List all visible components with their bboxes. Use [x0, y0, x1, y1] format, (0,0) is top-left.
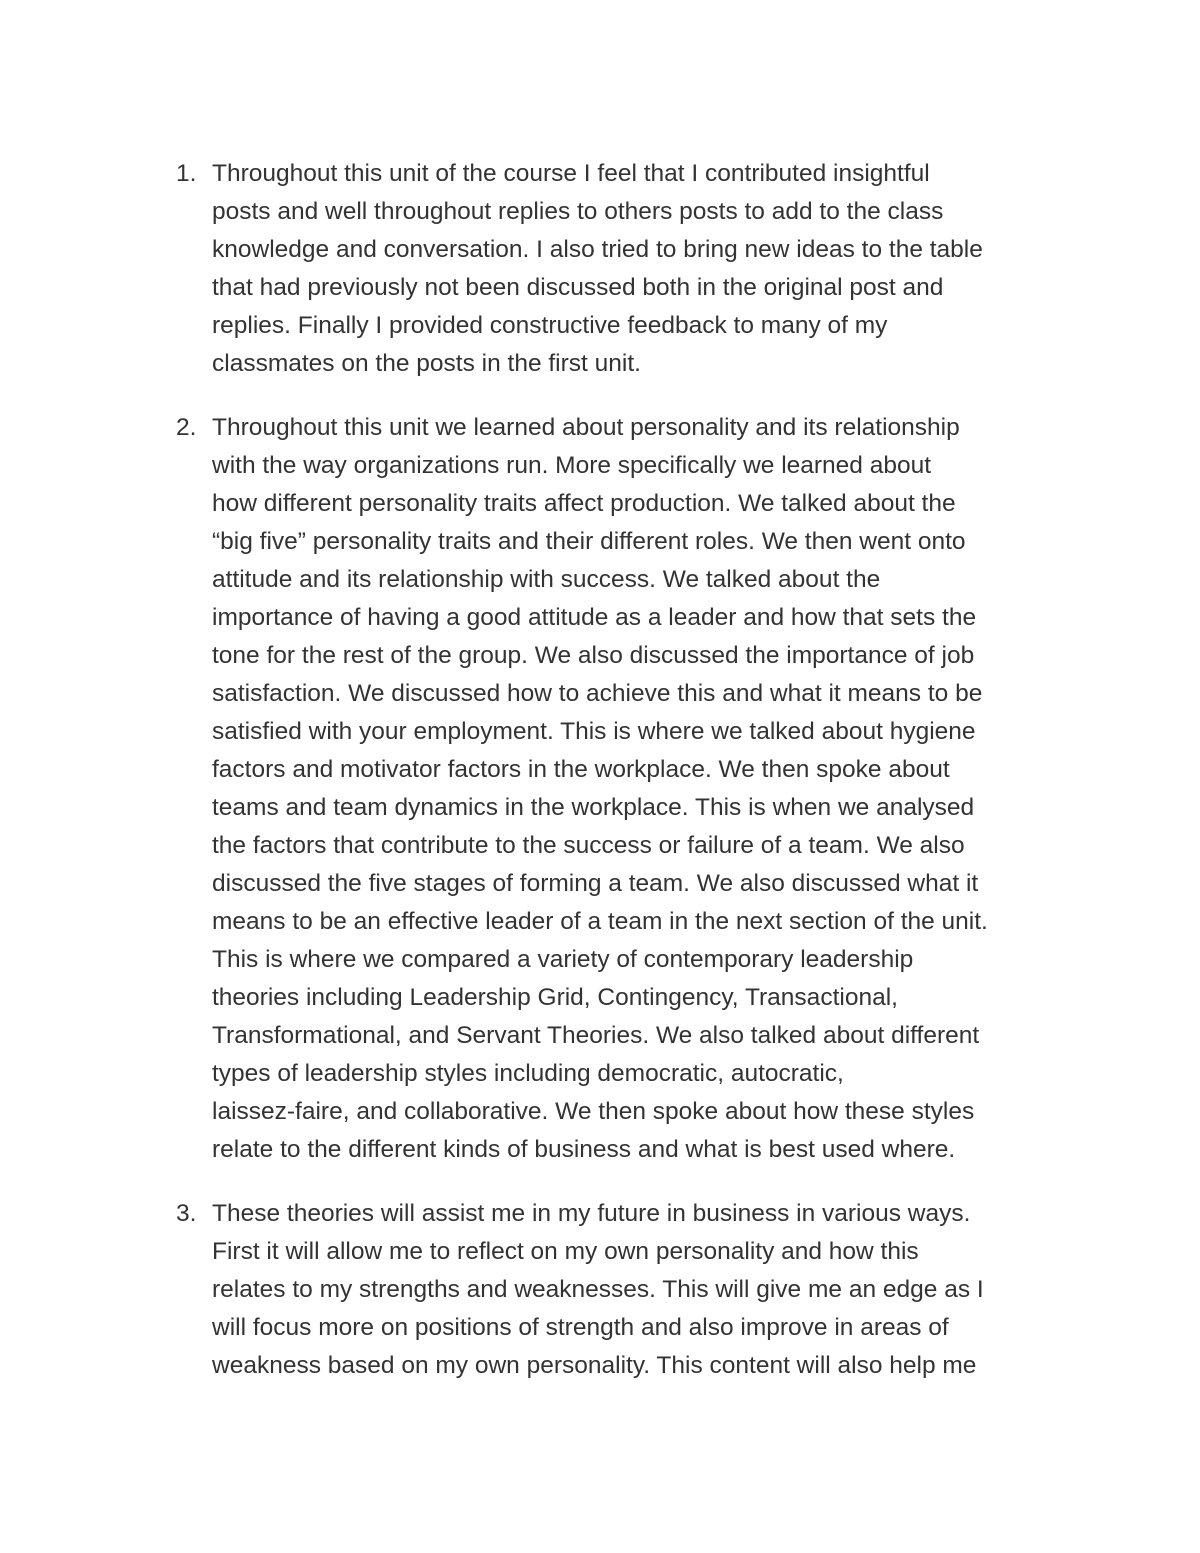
- list-item-text: [212, 155, 1066, 383]
- text-line: laissez-faire, and collaborative. We then spoke about how these styles: [212, 1098, 975, 1125]
- list-item: [168, 1195, 1068, 1385]
- list-number: 3.: [176, 1200, 197, 1227]
- list-item: [168, 155, 1068, 383]
- text-line: with the way organizations run. More specifically we learned about: [212, 452, 932, 479]
- text-line: theories including Leadership Grid, Contingency, Transactional,: [212, 984, 898, 1011]
- text-line: how different personality traits affect production. We talked about the: [212, 490, 956, 517]
- text-line: means to be an effective leader of a team in the next section of the unit.: [212, 908, 988, 935]
- list-number: 2.: [176, 414, 197, 441]
- text-line: discussed the five stages of forming a team. We also discussed what it: [212, 870, 979, 897]
- text-line: types of leadership styles including democratic, autocratic,: [212, 1060, 844, 1087]
- text-line: replies. Finally I provided constructive feedback to many of my: [212, 312, 888, 339]
- text-line: satisfaction. We discussed how to achieve this and what it means to be: [212, 680, 983, 707]
- text-line: satisfied with your employment. This is where we talked about hygiene: [212, 718, 976, 745]
- list-item-text: [212, 409, 1066, 1169]
- text-line: posts and well throughout replies to others posts to add to the class: [212, 198, 944, 225]
- text-line: teams and team dynamics in the workplace. This is when we analysed: [212, 794, 975, 821]
- text-line: relate to the different kinds of business and what is best used where.: [212, 1136, 956, 1163]
- text-line: “big five” personality traits and their different roles. We then went onto: [212, 528, 966, 555]
- list-item: [168, 409, 1068, 1169]
- text-line: Throughout this unit we learned about personality and its relationship: [212, 414, 960, 441]
- text-line: classmates on the posts in the first unit.: [212, 350, 641, 377]
- text-line: relates to my strengths and weaknesses. This will give me an edge as I: [212, 1276, 984, 1303]
- text-line: that had previously not been discussed both in the original post and: [212, 274, 944, 301]
- text-line: Throughout this unit of the course I feel that I contributed insightful: [212, 160, 930, 187]
- text-line: tone for the rest of the group. We also discussed the importance of job: [212, 642, 975, 669]
- text-line: This is where we compared a variety of contemporary leadership: [212, 946, 914, 973]
- text-line: attitude and its relationship with success. We talked about the: [212, 566, 881, 593]
- text-line: knowledge and conversation. I also tried to bring new ideas to the table: [212, 236, 983, 263]
- text-line: importance of having a good attitude as a leader and how that sets the: [212, 604, 977, 631]
- list-item-text: [212, 1195, 1066, 1385]
- text-line: First it will allow me to reflect on my own personality and how this: [212, 1238, 919, 1265]
- text-line: will focus more on positions of strength and also improve in areas of: [212, 1314, 949, 1341]
- text-line: factors and motivator factors in the workplace. We then spoke about: [212, 756, 950, 783]
- list-number: 1.: [176, 160, 197, 187]
- text-line: weakness based on my own personality. This content will also help me: [212, 1352, 977, 1379]
- numbered-list: [168, 155, 1068, 1411]
- text-line: These theories will assist me in my future in business in various ways.: [212, 1200, 971, 1227]
- text-line: Transformational, and Servant Theories. We also talked about different: [212, 1022, 980, 1049]
- text-line: the factors that contribute to the success or failure of a team. We also: [212, 832, 965, 859]
